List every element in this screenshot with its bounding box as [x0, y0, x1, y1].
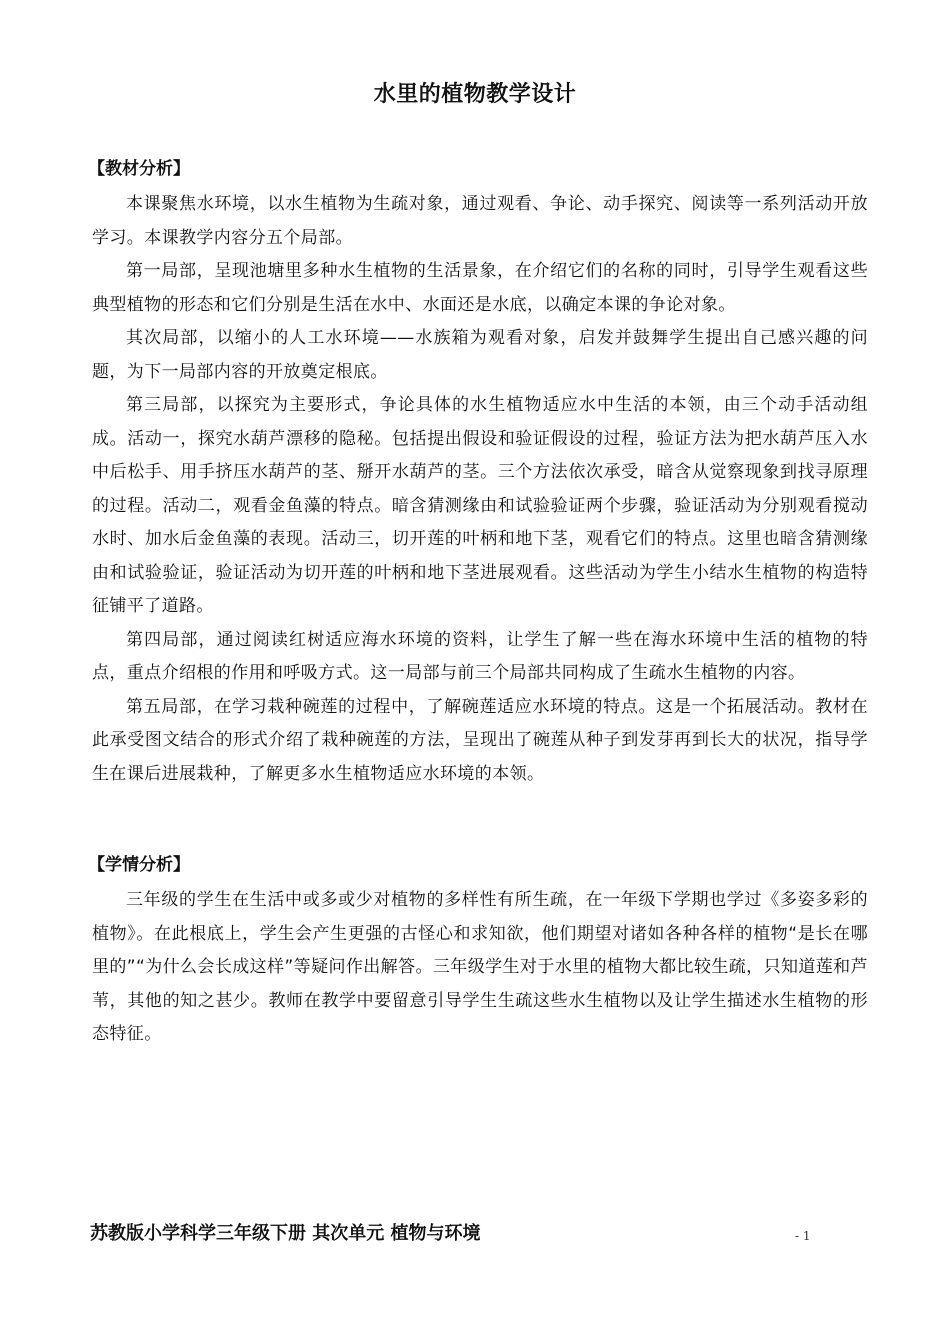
section-heading: 【教材分析】 [88, 159, 190, 179]
section-textbook-analysis [88, 152, 868, 791]
section-heading: 【学情分析】 [88, 855, 190, 875]
paragraph: 三年级的学生在生活中或多或少对植物的多样性有所生疏，在一年级下学期也学过《多姿多彩的植物》。在此根底上，学生会产生更强的古怪心和求知欲，他们期望对诸如各种各样的植物“是长在哪里的”“为什么会长成这样”等疑问作出解答。三年级学生对于水里的植物大都比较生疏，只知道莲和芦苇，其他的知之甚少。教师在教学中要留意引导学生生疏这些水生植物以及让学生描述水生植物的形态特征。 [92, 890, 868, 1044]
section-learner-analysis [88, 848, 868, 1052]
paragraph: 第五局部，在学习栽种碗莲的过程中，了解碗莲适应水环境的特点。这是一个拓展活动。教材在此承受图文结合的形式介绍了栽种碗莲的方法，呈现出了碗莲从种子到发芽再到长大的状况，指导学生在课后进展栽种，了解更多水生植物适应水环境的本领。 [92, 696, 868, 784]
footer-course-label: 苏教版小学科学三年级下册 其次单元 植物与环境 [90, 1223, 481, 1244]
paragraph: 第四局部，通过阅读红树适应海水环境的资料，让学生了解一些在海水环境中生活的植物的特点，重点介绍根的作用和呼吸方式。这一局部与前三个局部共同构成了生疏水生植物的内容。 [92, 629, 868, 683]
document-title: 水里的植物教学设计 [373, 82, 577, 107]
paragraph: 第一局部，呈现池塘里多种水生植物的生活景象，在介绍它们的名称的同时，引导学生观看这些典型植物的形态和它们分别是生活在水中、水面还是水底，以确定本课的争论对象。 [92, 261, 868, 315]
footer-page-number: - 1 [795, 1229, 811, 1243]
paragraph: 本课聚焦水环境，以水生植物为生疏对象，通过观看、争论、动手探究、阅读等一系列活动开放学习。本课教学内容分五个局部。 [92, 194, 868, 248]
paragraph: 其次局部，以缩小的人工水环境——水族箱为观看对象，启发并鼓舞学生提出自己感兴趣的问题，为下一局部内容的开放奠定根底。 [92, 328, 868, 382]
paragraph: 第三局部，以探究为主要形式，争论具体的水生植物适应水中生活的本领，由三个动手活动组成。活动一，探究水葫芦漂移的隐秘。包括提出假设和验证假设的过程，验证方法为把水葫芦压入水中后松手、用手挤压水葫芦的茎、掰开水葫芦的茎。三个方法依次承受，暗含从觉察现象到找寻原理的过程。活动二，观看金鱼藻的特点。暗含猜测缘由和试验验证两个步骤，验证活动为分别观看搅动水时、加水后金鱼藻的表现。活动三，切开莲的叶柄和地下茎，观看它们的特点。这里也暗含猜测缘由和试验验证，验证活动为切开莲的叶柄和地下茎进展观看。这些活动为学生小结水生植物的构造特征铺平了道路。 [92, 395, 868, 616]
